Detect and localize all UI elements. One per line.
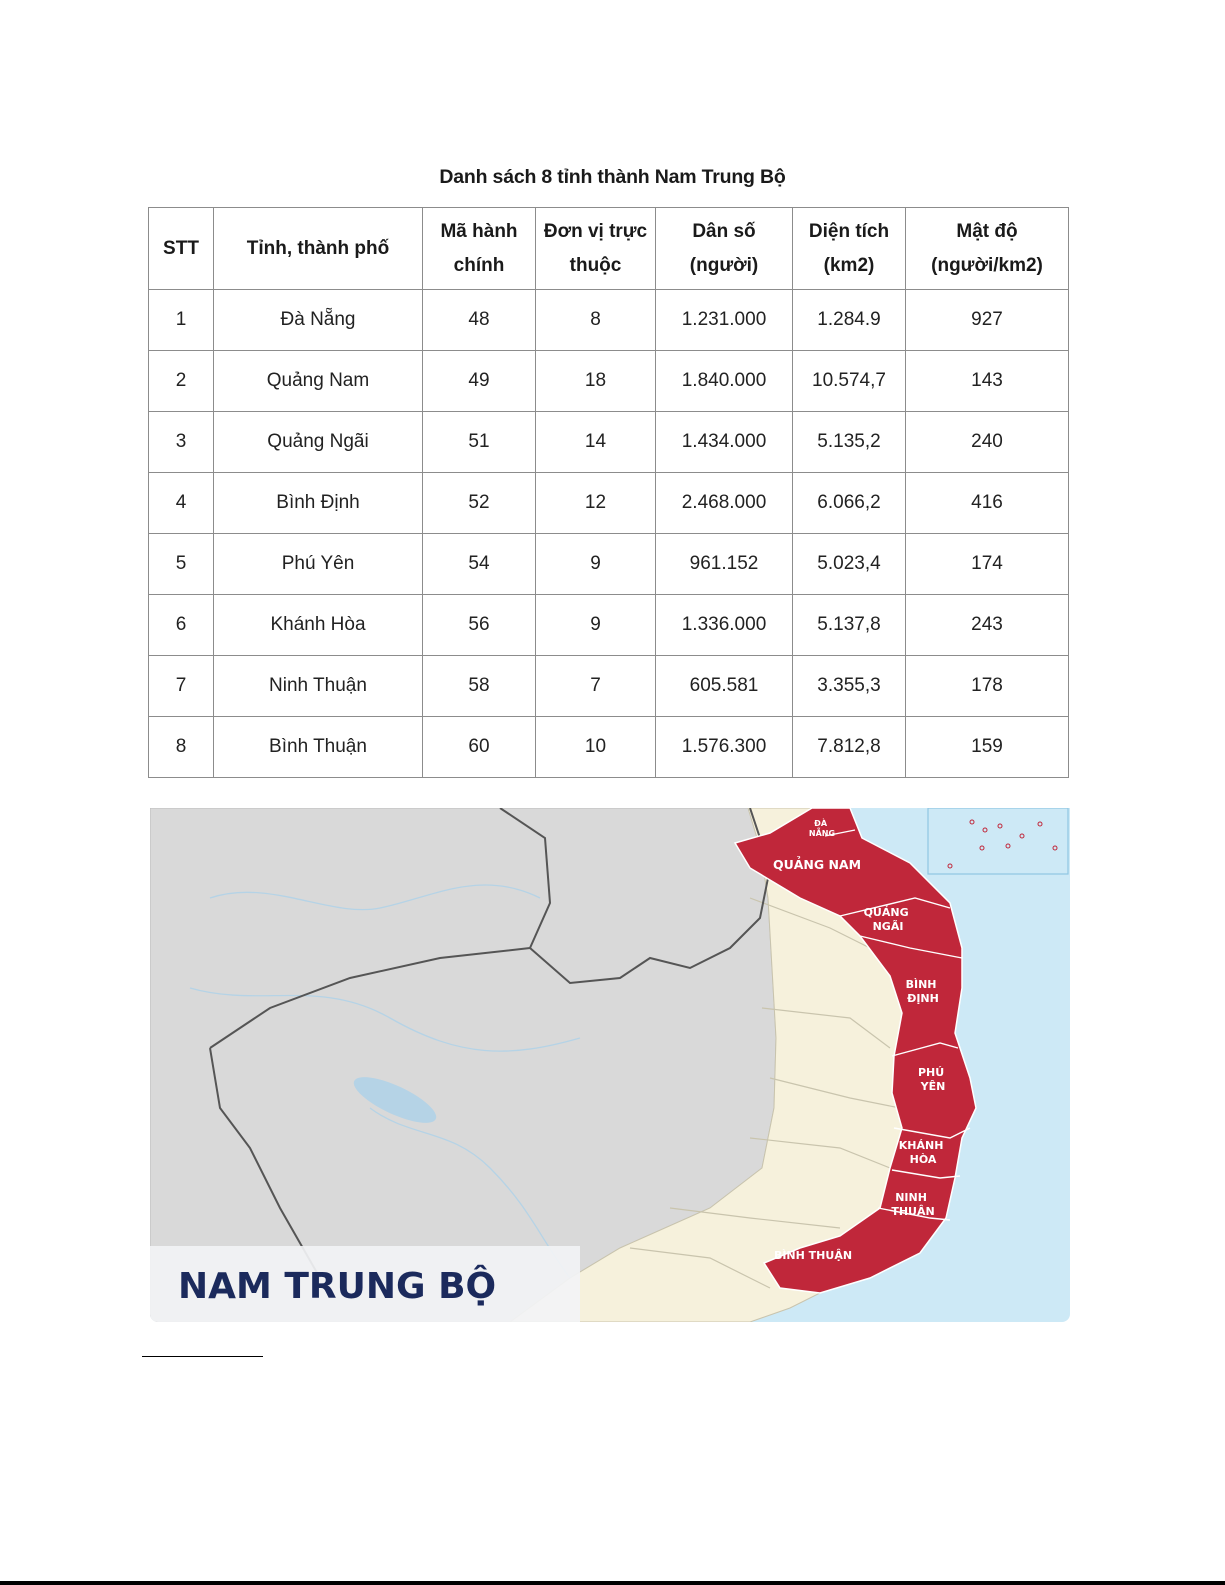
cell-province: Phú Yên <box>214 534 423 595</box>
document-title: Danh sách 8 tỉnh thành Nam Trung Bộ <box>439 166 786 188</box>
cell-admin-code: 60 <box>423 717 536 778</box>
cell-admin-code: 56 <box>423 595 536 656</box>
cell-admin-code: 49 <box>423 351 536 412</box>
cell-density: 174 <box>906 534 1069 595</box>
cell-admin-code: 58 <box>423 656 536 717</box>
cell-stt: 3 <box>149 412 214 473</box>
cell-province: Bình Định <box>214 473 423 534</box>
table-row <box>149 473 1069 534</box>
cell-province: Khánh Hòa <box>214 595 423 656</box>
cell-subunits: 12 <box>536 473 656 534</box>
table-header-row <box>149 208 1069 290</box>
cell-admin-code: 51 <box>423 412 536 473</box>
provinces-table <box>148 207 1069 778</box>
cell-density: 143 <box>906 351 1069 412</box>
cell-area: 7.812,8 <box>793 717 906 778</box>
table-row <box>149 412 1069 473</box>
cell-subunits: 7 <box>536 656 656 717</box>
header-subunits: Đơn vị trực thuộc <box>536 208 656 290</box>
cell-density: 927 <box>906 290 1069 351</box>
cell-population: 2.468.000 <box>656 473 793 534</box>
map-label-binh-thuan: BÌNH THUẬN <box>773 1249 853 1262</box>
map-label-khanh-hoa: KHÁNH HÒA <box>898 1139 944 1166</box>
cell-stt: 6 <box>149 595 214 656</box>
cell-province: Ninh Thuận <box>214 656 423 717</box>
table-row <box>149 656 1069 717</box>
table-row <box>149 351 1069 412</box>
cell-population: 1.576.300 <box>656 717 793 778</box>
cell-stt: 2 <box>149 351 214 412</box>
cell-area: 3.355,3 <box>793 656 906 717</box>
page-bottom-border <box>0 1581 1225 1585</box>
cell-subunits: 18 <box>536 351 656 412</box>
cell-admin-code: 52 <box>423 473 536 534</box>
cell-stt: 1 <box>149 290 214 351</box>
map-label-phu-yen: PHÚ YÊN <box>917 1066 946 1093</box>
cell-population: 1.231.000 <box>656 290 793 351</box>
map-banner-title: NAM TRUNG BỘ <box>178 1266 497 1307</box>
cell-population: 1.434.000 <box>656 412 793 473</box>
table-row <box>149 290 1069 351</box>
cell-density: 243 <box>906 595 1069 656</box>
cell-province: Bình Thuận <box>214 717 423 778</box>
cell-area: 1.284.9 <box>793 290 906 351</box>
cell-province: Đà Nẵng <box>214 290 423 351</box>
map-label-quang-nam: QUẢNG NAM <box>772 857 862 872</box>
map-label-quang-ngai: QUẢNG NGÃI <box>863 906 909 933</box>
cell-stt: 7 <box>149 656 214 717</box>
header-area: Diện tích (km2) <box>793 208 906 290</box>
header-admin-code: Mã hành chính <box>423 208 536 290</box>
map-label-ninh-thuan: NINH THUẬN <box>891 1191 935 1218</box>
cell-population: 1.336.000 <box>656 595 793 656</box>
cell-population: 1.840.000 <box>656 351 793 412</box>
cell-stt: 5 <box>149 534 214 595</box>
header-stt: STT <box>149 208 214 290</box>
cell-area: 10.574,7 <box>793 351 906 412</box>
cell-subunits: 8 <box>536 290 656 351</box>
table-row <box>149 717 1069 778</box>
cell-subunits: 9 <box>536 595 656 656</box>
cell-subunits: 14 <box>536 412 656 473</box>
region-map <box>150 808 1070 1322</box>
cell-province: Quảng Nam <box>214 351 423 412</box>
cell-stt: 4 <box>149 473 214 534</box>
cell-density: 178 <box>906 656 1069 717</box>
header-province: Tỉnh, thành phố <box>214 208 423 290</box>
table-row <box>149 595 1069 656</box>
header-population: Dân số (người) <box>656 208 793 290</box>
cell-population: 961.152 <box>656 534 793 595</box>
cell-density: 159 <box>906 717 1069 778</box>
cell-subunits: 10 <box>536 717 656 778</box>
cell-admin-code: 54 <box>423 534 536 595</box>
map-label-da-nang: ĐÀ NẴNG <box>808 819 836 838</box>
footnote-separator <box>142 1356 263 1357</box>
cell-area: 6.066,2 <box>793 473 906 534</box>
cell-density: 416 <box>906 473 1069 534</box>
cell-subunits: 9 <box>536 534 656 595</box>
cell-density: 240 <box>906 412 1069 473</box>
cell-area: 5.023,4 <box>793 534 906 595</box>
map-label-binh-dinh: BÌNH ĐỊNH <box>905 978 939 1005</box>
header-density: Mật độ (người/km2) <box>906 208 1069 290</box>
cell-area: 5.135,2 <box>793 412 906 473</box>
cell-admin-code: 48 <box>423 290 536 351</box>
table-row <box>149 534 1069 595</box>
cell-stt: 8 <box>149 717 214 778</box>
cell-area: 5.137,8 <box>793 595 906 656</box>
cell-province: Quảng Ngãi <box>214 412 423 473</box>
cell-population: 605.581 <box>656 656 793 717</box>
